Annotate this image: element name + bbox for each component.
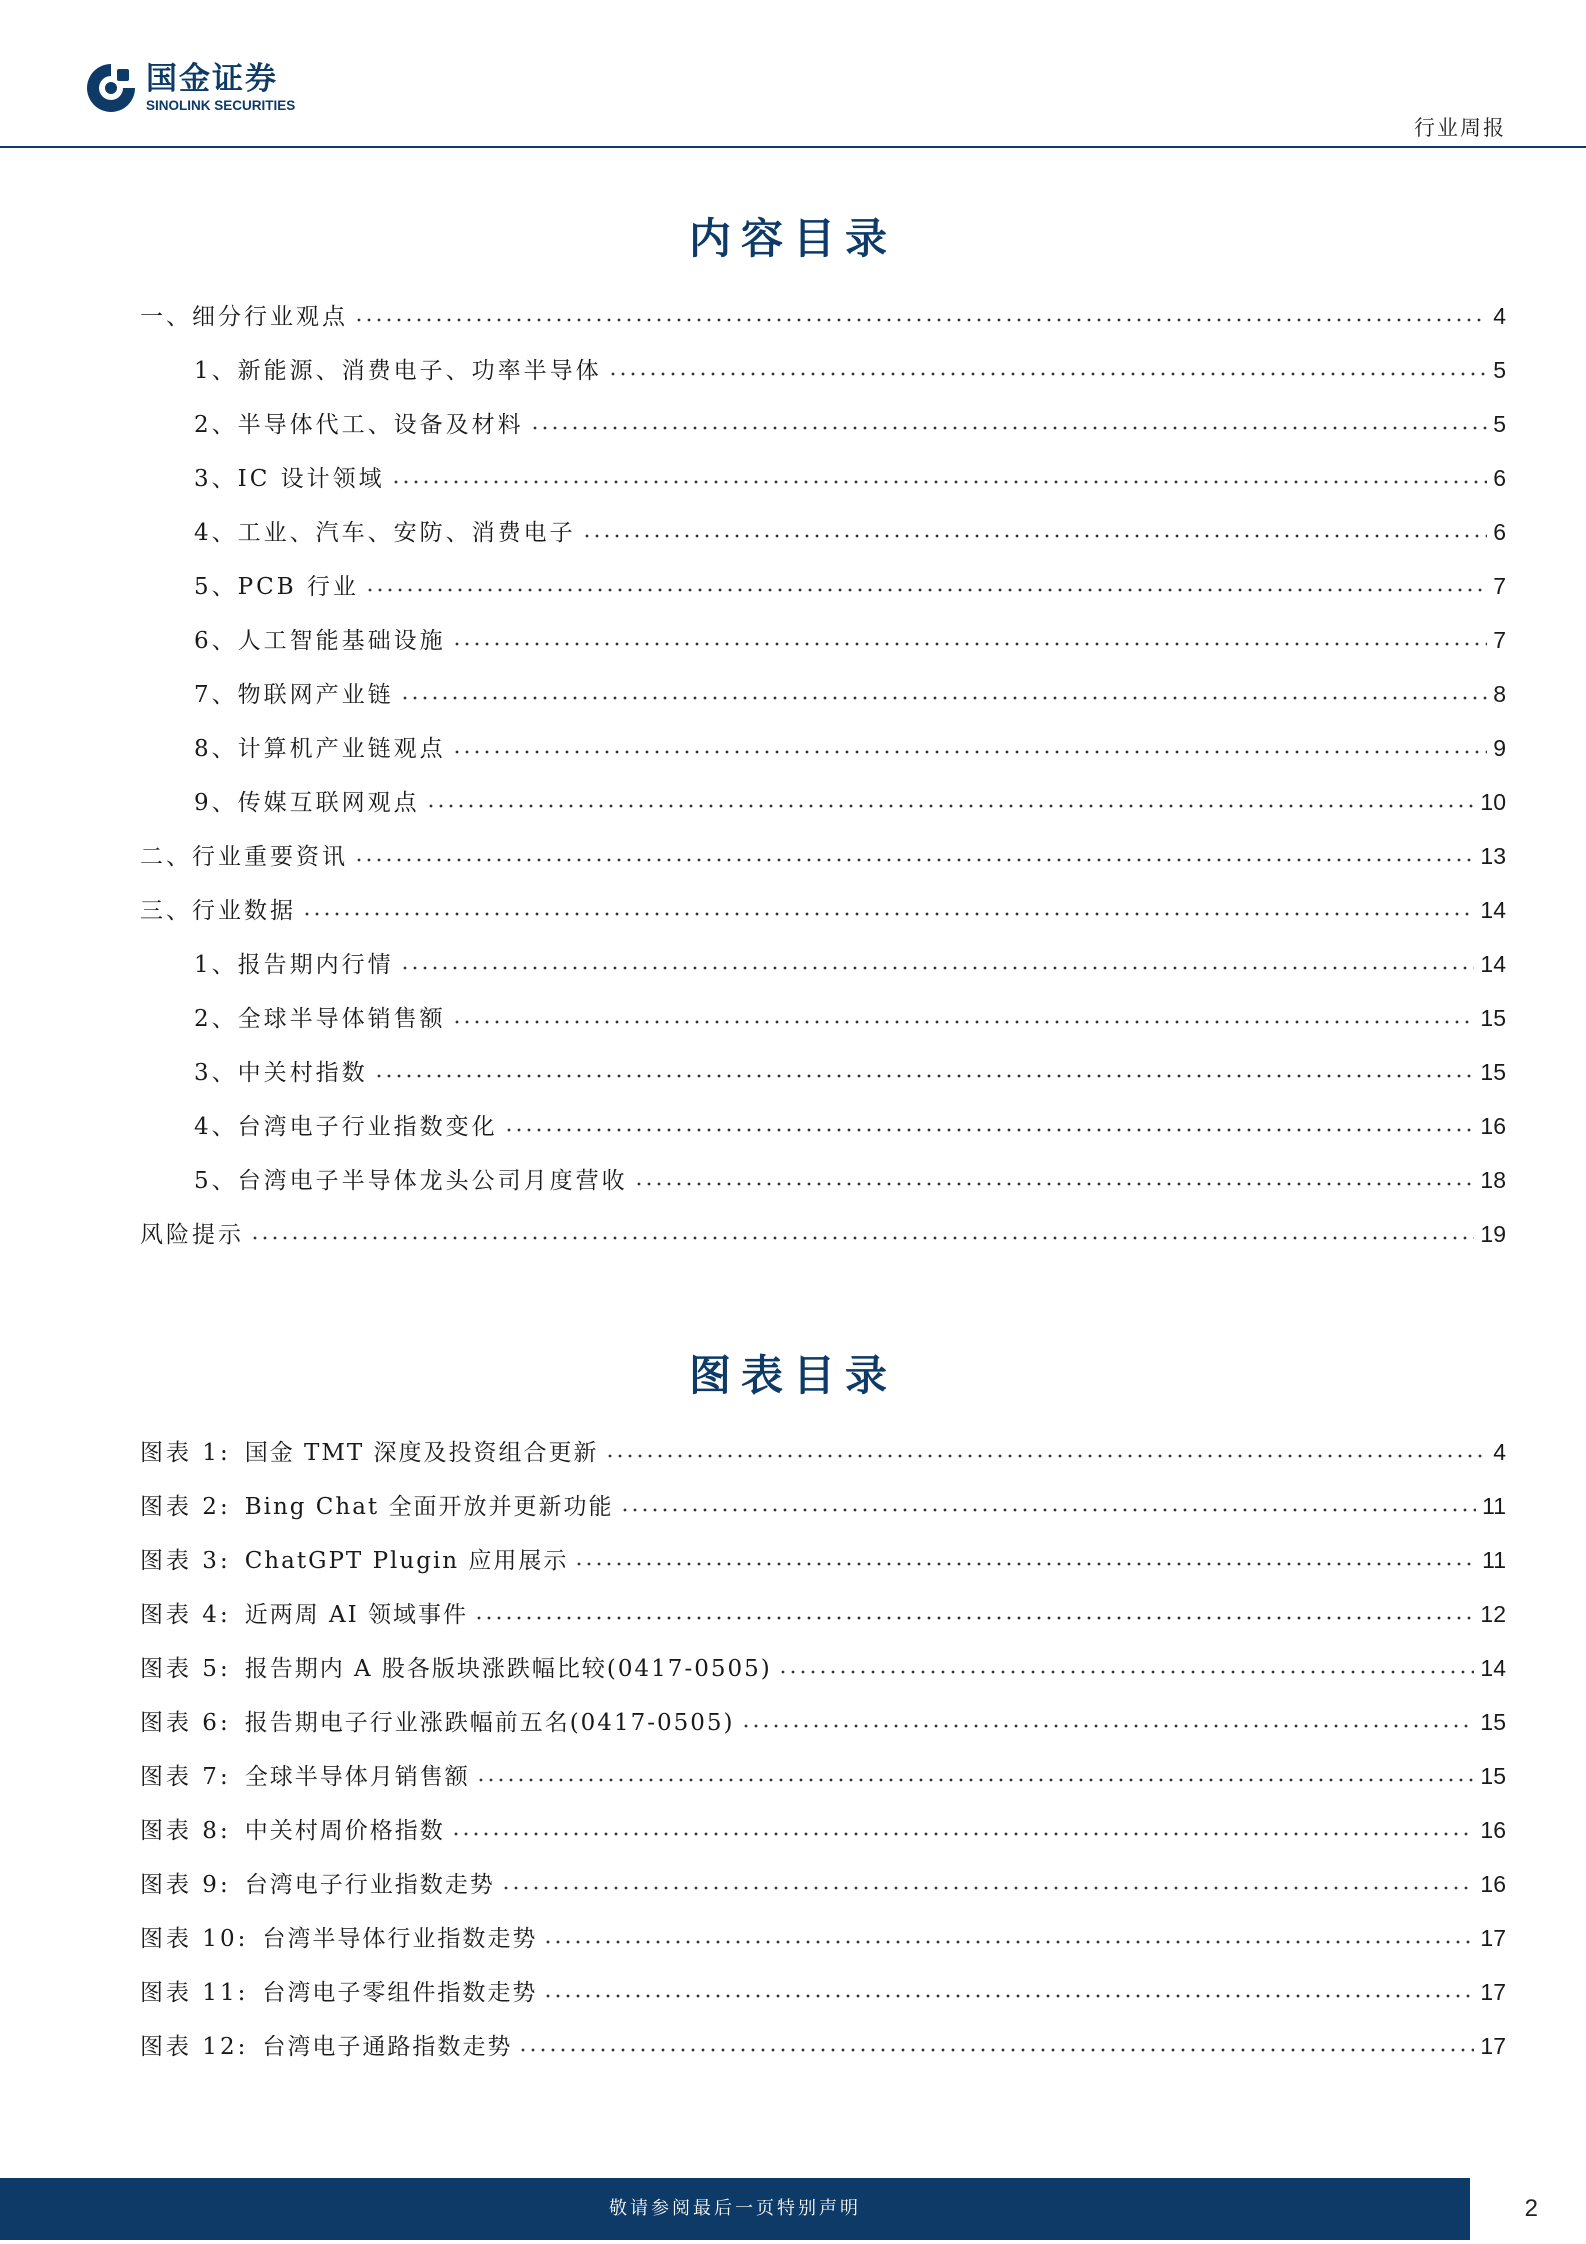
- dot-leader: [400, 696, 1488, 700]
- toc-entry-page: 14: [1480, 897, 1506, 923]
- dot-leader: [452, 642, 1488, 646]
- chart-toc-entry-label: 报告期内 A 股各版块涨跌幅比较(0417-0505): [244, 1656, 772, 1682]
- contents-list: [140, 298, 1506, 1270]
- logo-english-name: SINOLINK SECURITIES: [146, 98, 296, 113]
- header-divider: [0, 146, 1586, 148]
- chart-toc-entry-number: 图表 1:: [140, 1440, 231, 1466]
- toc-entry[interactable]: [140, 892, 1506, 946]
- toc-entry-page: 6: [1493, 465, 1506, 491]
- chart-toc-entry-label: 近两周 AI 领域事件: [244, 1602, 469, 1628]
- toc-entry-page: 9: [1493, 735, 1506, 761]
- dot-leader: [354, 858, 1474, 862]
- dot-leader: [391, 480, 1488, 484]
- toc-entry[interactable]: [140, 460, 1506, 514]
- page-footer: [0, 2178, 1586, 2244]
- toc-entry-label: 1、新能源、消费电子、功率半导体: [194, 358, 602, 384]
- chart-toc-entry[interactable]: [140, 2028, 1506, 2082]
- chart-toc-entry-number: 图表 8:: [140, 1818, 231, 1844]
- chart-toc-entry-page: 16: [1480, 1871, 1506, 1897]
- toc-entry[interactable]: [140, 1054, 1506, 1108]
- chart-toc-entry-number: 图表 11:: [140, 1980, 249, 2006]
- chart-toc-entry[interactable]: [140, 1434, 1506, 1488]
- toc-entry[interactable]: [140, 1000, 1506, 1054]
- dot-leader: [474, 1616, 1474, 1620]
- chart-toc-entry-number: 图表 4:: [140, 1602, 231, 1628]
- toc-entry-label: 一、细分行业观点: [140, 304, 348, 330]
- dot-leader: [518, 2048, 1474, 2052]
- chart-toc-entry-page: 17: [1480, 1925, 1506, 1951]
- toc-entry-page: 7: [1493, 573, 1506, 599]
- chart-toc-entry-page: 15: [1480, 1709, 1506, 1735]
- chart-toc-entry-label: 国金 TMT 深度及投资组合更新: [244, 1440, 599, 1466]
- chart-toc-entry-page: 11: [1482, 1547, 1506, 1573]
- chart-toc-entry-label: 台湾半导体行业指数走势: [262, 1926, 538, 1952]
- dot-leader: [634, 1182, 1475, 1186]
- dot-leader: [605, 1454, 1488, 1458]
- toc-entry[interactable]: [140, 352, 1506, 406]
- chart-toc-entry-page: 4: [1493, 1439, 1506, 1465]
- dot-leader: [451, 1832, 1475, 1836]
- chart-toc-entry-label: 全球半导体月销售额: [244, 1764, 470, 1790]
- toc-entry-page: 15: [1480, 1059, 1506, 1085]
- dot-leader: [452, 750, 1488, 754]
- chart-toc-entry-label: Bing Chat 全面开放并更新功能: [244, 1494, 614, 1520]
- page-number: 2: [1524, 2195, 1538, 2222]
- toc-entry[interactable]: [140, 946, 1506, 1000]
- toc-entry-label: 二、行业重要资讯: [140, 844, 348, 870]
- toc-entry[interactable]: [140, 838, 1506, 892]
- chart-toc-entry-page: 14: [1480, 1655, 1506, 1681]
- chart-toc-entry[interactable]: [140, 1758, 1506, 1812]
- dot-leader: [250, 1236, 1474, 1240]
- toc-entry-page: 6: [1493, 519, 1506, 545]
- dot-leader: [582, 534, 1488, 538]
- chart-toc-entry-number: 图表 3:: [140, 1548, 231, 1574]
- dot-leader: [374, 1074, 1475, 1078]
- toc-entry-label: 3、中关村指数: [194, 1060, 368, 1086]
- chart-toc-entry[interactable]: [140, 1920, 1506, 1974]
- dot-leader: [608, 372, 1488, 376]
- chart-toc-entry-page: 17: [1480, 2033, 1506, 2059]
- chart-toc-entry-label: 报告期电子行业涨跌幅前五名(0417-0505): [244, 1710, 735, 1736]
- toc-entry-label: 8、计算机产业链观点: [194, 736, 446, 762]
- dot-leader: [476, 1778, 1475, 1782]
- chart-contents-list: [140, 1434, 1506, 2082]
- toc-entry-page: 16: [1480, 1113, 1506, 1139]
- toc-entry-label: 5、台湾电子半导体龙头公司月度营收: [194, 1168, 628, 1194]
- toc-entry-label: 3、IC 设计领域: [194, 466, 385, 492]
- chart-toc-entry-number: 图表 5:: [140, 1656, 231, 1682]
- dot-leader: [452, 1020, 1475, 1024]
- toc-entry-label: 9、传媒互联网观点: [194, 790, 420, 816]
- sinolink-logo-icon: [86, 63, 136, 113]
- toc-entry-page: 4: [1493, 303, 1506, 329]
- chart-toc-entry-page: 17: [1480, 1979, 1506, 2005]
- toc-entry-page: 7: [1493, 627, 1506, 653]
- toc-entry[interactable]: [140, 298, 1506, 352]
- toc-entry[interactable]: [140, 514, 1506, 568]
- dot-leader: [574, 1562, 1476, 1566]
- chart-toc-entry-label: 台湾电子行业指数走势: [244, 1872, 495, 1898]
- toc-entry-label: 三、行业数据: [140, 898, 296, 924]
- chart-contents-title: 图表目录: [688, 1351, 897, 1400]
- dot-leader: [354, 318, 1487, 322]
- toc-entry-label: 6、人工智能基础设施: [194, 628, 446, 654]
- chart-toc-entry-number: 图表 9:: [140, 1872, 231, 1898]
- dot-leader: [778, 1670, 1475, 1674]
- chart-toc-entry-label: ChatGPT Plugin 应用展示: [244, 1548, 569, 1574]
- toc-entry-page: 18: [1480, 1167, 1506, 1193]
- chart-toc-entry[interactable]: [140, 1650, 1506, 1704]
- chart-toc-entry-number: 图表 6:: [140, 1710, 231, 1736]
- chart-toc-entry-label: 台湾电子零组件指数走势: [262, 1980, 538, 2006]
- logo-chinese-name: 国金证券: [146, 61, 278, 97]
- dot-leader: [426, 804, 1475, 808]
- chart-toc-entry[interactable]: [140, 1704, 1506, 1758]
- dot-leader: [543, 1994, 1474, 1998]
- dot-leader: [302, 912, 1474, 916]
- chart-toc-entry[interactable]: [140, 1974, 1506, 2028]
- toc-entry-label: 4、台湾电子行业指数变化: [194, 1114, 498, 1140]
- toc-entry-page: 15: [1480, 1005, 1506, 1031]
- chart-toc-entry[interactable]: [140, 1596, 1506, 1650]
- toc-entry-label: 2、全球半导体销售额: [194, 1006, 446, 1032]
- toc-entry-page: 5: [1493, 357, 1506, 383]
- chart-toc-entry-number: 图表 2:: [140, 1494, 231, 1520]
- contents-title: 内容目录: [688, 214, 897, 263]
- dot-leader: [400, 966, 1475, 970]
- toc-entry[interactable]: [140, 1108, 1506, 1162]
- toc-entry-page: 5: [1493, 411, 1506, 437]
- toc-entry-page: 10: [1480, 789, 1506, 815]
- dot-leader: [741, 1724, 1475, 1728]
- toc-entry[interactable]: [140, 568, 1506, 622]
- dot-leader: [530, 426, 1488, 430]
- toc-entry-page: 13: [1480, 843, 1506, 869]
- toc-entry-label: 风险提示: [140, 1222, 244, 1248]
- chart-toc-entry-number: 图表 10:: [140, 1926, 249, 1952]
- chart-toc-entry-page: 16: [1480, 1817, 1506, 1843]
- chart-toc-entry-number: 图表 12:: [140, 2034, 249, 2060]
- chart-toc-entry-number: 图表 7:: [140, 1764, 231, 1790]
- chart-toc-entry-label: 中关村周价格指数: [244, 1818, 445, 1844]
- chart-toc-entry[interactable]: [140, 1488, 1506, 1542]
- toc-entry-page: 8: [1493, 681, 1506, 707]
- toc-entry-label: 4、工业、汽车、安防、消费电子: [194, 520, 576, 546]
- chart-toc-entry[interactable]: [140, 1812, 1506, 1866]
- toc-entry-page: 19: [1480, 1221, 1506, 1247]
- dot-leader: [501, 1886, 1475, 1890]
- toc-entry[interactable]: [140, 784, 1506, 838]
- chart-toc-entry-page: 12: [1480, 1601, 1506, 1627]
- company-logo: [86, 62, 295, 114]
- chart-toc-entry-page: 15: [1480, 1763, 1506, 1789]
- page-header: [0, 0, 1586, 150]
- toc-entry-label: 7、物联网产业链: [194, 682, 394, 708]
- toc-entry-label: 5、PCB 行业: [194, 574, 359, 600]
- footer-disclaimer: 敬请参阅最后一页特别声明: [609, 2198, 861, 2219]
- dot-leader: [504, 1128, 1475, 1132]
- toc-entry[interactable]: [140, 622, 1506, 676]
- chart-toc-entry[interactable]: [140, 1542, 1506, 1596]
- dot-leader: [620, 1508, 1477, 1512]
- chart-toc-entry-label: 台湾电子通路指数走势: [262, 2034, 513, 2060]
- toc-entry[interactable]: [140, 406, 1506, 460]
- toc-entry[interactable]: [140, 730, 1506, 784]
- toc-entry-label: 1、报告期内行情: [194, 952, 394, 978]
- chart-toc-entry[interactable]: [140, 1866, 1506, 1920]
- toc-entry-page: 14: [1480, 951, 1506, 977]
- toc-entry-label: 2、半导体代工、设备及材料: [194, 412, 524, 438]
- chart-toc-entry-page: 11: [1482, 1493, 1506, 1519]
- toc-entry[interactable]: [140, 676, 1506, 730]
- toc-entry[interactable]: [140, 1162, 1506, 1216]
- report-type-label: 行业周报: [1414, 116, 1506, 140]
- toc-entry[interactable]: [140, 1216, 1506, 1270]
- dot-leader: [543, 1940, 1474, 1944]
- dot-leader: [365, 588, 1487, 592]
